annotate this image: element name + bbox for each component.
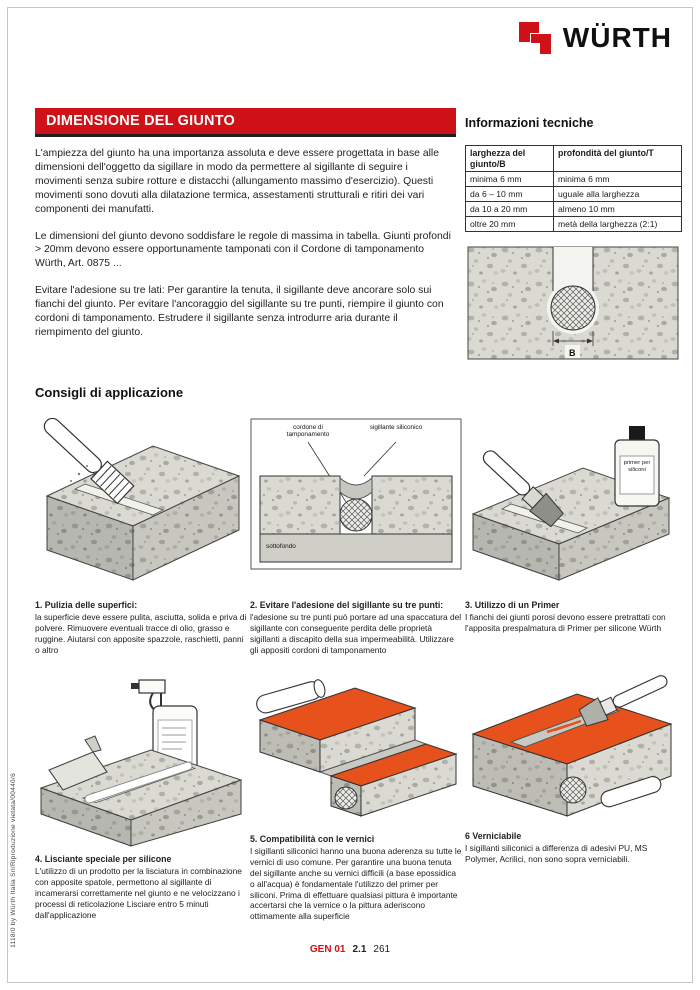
intro-paragraph-1: L'ampiezza del giunto ha una importanza assoluta e deve essere progettata in base alle dimensioni dell'oggetto da sigillare in modo da permettere al sigillante di seguire i movimenti senza subire rotture e distacchi (allungamento massimo d'esercizio). Questi movimenti sono dovuti alla dilatazione termica, assestamenti strutturali e ritiri dei vari componenti dei manufatti. [35,148,440,215]
caption-text: I sigillanti siliconici a differenza di adesivi PU, MS Polymer, Acrilici, non sono sopra verniciabili. [465,842,648,864]
page-footer [0,944,700,955]
panel-caption [250,600,463,656]
intro-paragraph-2: Le dimensioni del giunto devono soddisfare le regole di massima in tabella. Giunti profondi > 20mm devono essere opportunamente tamponati con il Cordone di tamponamento Würth, Art. 0875 ... [35,230,451,270]
table-row [466,187,682,202]
table-header-width: larghezza del giunto/B [466,146,554,172]
illustration-paint-compatibility [250,672,463,830]
caption-text: I fianchi dei giunti porosi devono essere pretrattati con l'apposita prespalmatura di Primer per silicone Würth [465,611,666,633]
caption-title: 4. Lisciante speciale per silicone [35,854,172,864]
footer-section-code: GEN 01 [309,944,346,955]
table-row [466,172,682,187]
footer-page-number: 261 [373,944,391,955]
illustration-three-point-adhesion [250,418,463,596]
panel-primer [465,418,678,634]
brand-wordmark: WÜRTH [562,22,672,53]
label-substrate: sottofondo [266,543,296,550]
section-header-bar [35,108,456,137]
panel-caption [250,834,463,922]
application-tips-title: Consigli di applicazione [35,385,184,400]
wurth-logo [516,20,672,56]
table-row [466,202,682,217]
panel-caption [465,600,678,634]
wurth-logo-icon [516,20,554,56]
caption-title: 6 Verniciabile [465,831,522,841]
panel-caption [35,854,248,920]
caption-title: 2. Evitare l'adesione del sigillante su tre punti: [250,600,444,610]
cell-width-3: da 10 a 20 mm [466,202,554,217]
tech-info-panel [465,116,681,386]
panel-caption [465,831,678,865]
paintable-illustration-svg [465,672,678,824]
primer-bottle-label: primer per siliconi [623,460,651,473]
illustration-cleaning [35,418,248,596]
label-backer-rod: cordone di tamponamento [286,424,330,439]
smoothing-illustration-svg [35,670,248,850]
panel-paintable [465,672,678,865]
joint-diagram-wrap [465,244,681,386]
panel-smoothing-agent [35,670,248,920]
joint-cross-section-diagram [465,244,681,381]
illustration-smoothing [35,670,248,850]
caption-title: 5. Compatibilità con le vernici [250,834,375,844]
cleaning-illustration-svg [35,418,248,596]
intro-paragraph-3: Evitare l'adesione su tre lati: Per garantire la tenuta, il sigillante deve ancorare solo sui fianchi del giunto. Per evitare l'ancoraggio del sigillante su tre punti, riempire il giunto con cordoni di tamponamento. Estrudere il sigillante senza introdurre aria durante il riempimento del giunto. [35,285,444,338]
illustration-paintable [465,672,678,827]
panel-three-point-adhesion [250,418,463,656]
table-header-depth: profondità del giunto/T [554,146,682,172]
edition-imprint: 1118/0 by Würth Italia Srl/Riproduzione vietata/00440/6 [10,773,17,948]
joint-dimensions-table [465,145,682,232]
illustration-primer [465,418,678,596]
caption-text: l'adesione su tre punti può portare ad una spaccatura del sigillante con conseguente perdita delle proprietà sigillanti a discapito della sua impermeabilità. Utilizzare gli appositi cordoni di tamponamento [250,611,462,655]
intro-text [35,147,457,353]
dimension-label-b: B [569,348,576,358]
tech-info-title: Informazioni tecniche [465,116,594,130]
caption-text: I sigillanti siliconici hanno una buona aderenza su tutte le vernici di uso comune. Per garantire una buona tenuta del sigillante anche su vernici difficili (a base epossidica o all'acqua) è fondamentale l'utilizzo del primer per siliconi. Prima di effettuare qualsiasi pittura è importante accertarsi che la vernice o la pittura aderiscono ottimamente alla superficie [250,845,462,922]
caption-title: 3. Utilizzo di un Primer [465,600,560,610]
paint-compatibility-illustration-svg [250,672,463,830]
backer-rod-cross-section [560,777,586,803]
section-header-label: DIMENSIONE DEL GIUNTO [46,113,235,129]
panel-paint-compatibility [250,672,463,922]
caption-text: la superficie deve essere pulita, asciutta, solida e priva di polvere. Rimuovere eventuali tracce di olio, grasso e ruggine. Aiutarsi con apposite spazzole, raschietti, panni o altro [35,611,247,655]
cell-depth-1: minima 6 mm [554,172,682,187]
panel-cleaning [35,418,248,656]
cell-depth-3: almeno 10 mm [554,202,682,217]
table-row [466,217,682,232]
cell-width-2: da 6 – 10 mm [466,187,554,202]
table-header-row [466,146,682,172]
cell-depth-4: metà della larghezza (2:1) [554,217,682,232]
caption-text: L'utilizzo di un prodotto per la lisciatura in combinazione con apposite spatole, permettono al sigillante di incamerarsi correttamente nel giunto e ne velocizzano i processi di reticolazione Lisciare entro 5 minuti dall'applicazione [35,865,242,920]
cell-width-1: minima 6 mm [466,172,554,187]
cell-depth-2: uguale alla larghezza [554,187,682,202]
primer-illustration-svg [465,418,678,596]
label-silicone-sealant: sigillante siliconico [369,424,423,431]
footer-chapter: 2.1 [352,944,367,955]
caption-title: 1. Pulizia delle superfici: [35,600,138,610]
backer-rod-cross-section [335,787,357,809]
panel-caption [35,600,248,656]
cell-width-4: oltre 20 mm [466,217,554,232]
